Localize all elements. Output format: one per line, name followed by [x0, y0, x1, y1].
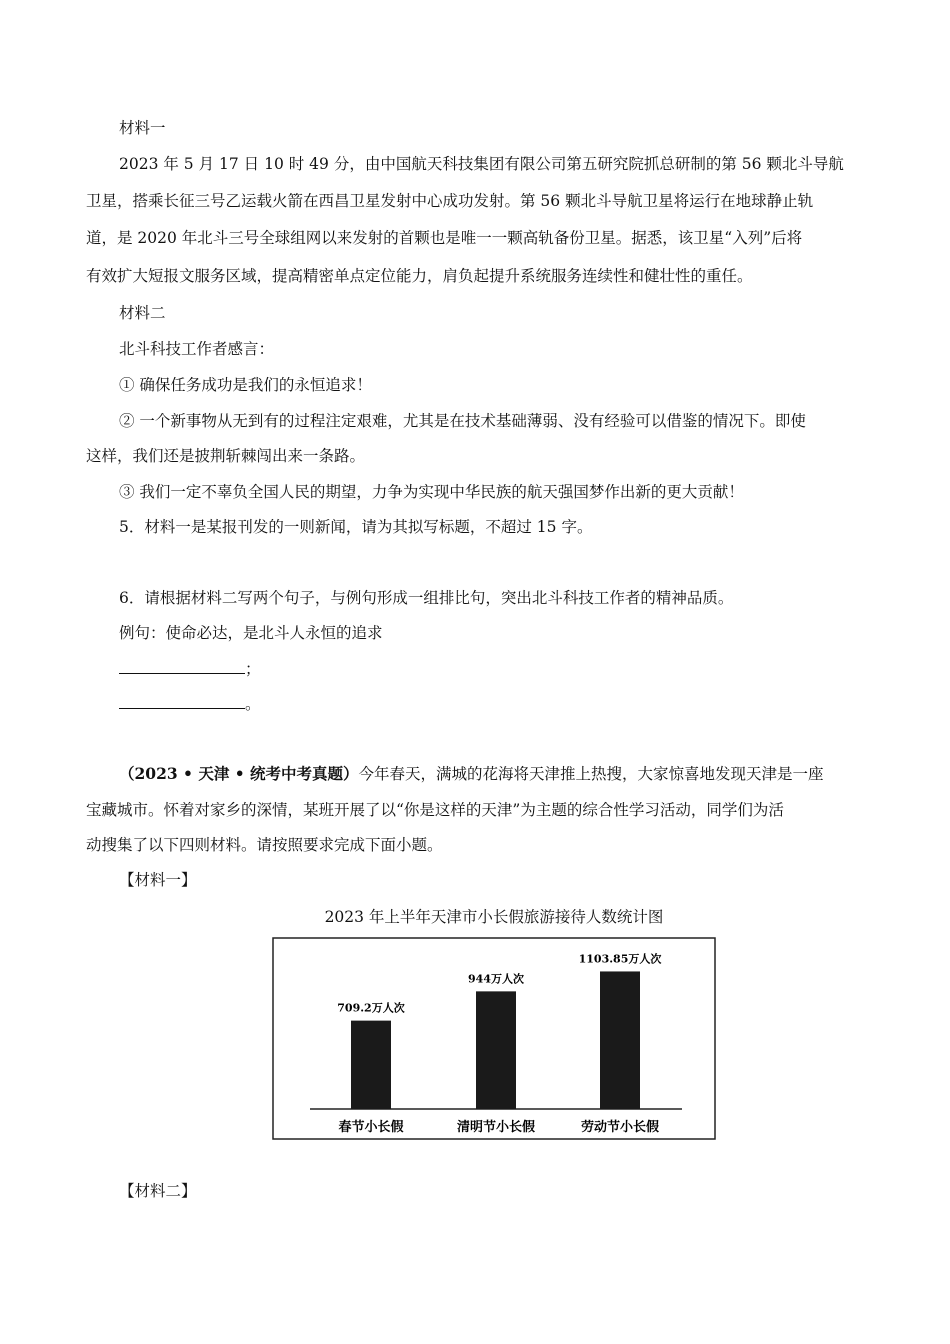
bar-1	[351, 1021, 391, 1109]
answer-line-2	[119, 692, 899, 715]
answer-blank-1[interactable]	[119, 657, 245, 674]
data-label-3: 1103.85万人次	[578, 952, 662, 966]
answer-line-1	[119, 657, 899, 680]
bar-3	[600, 971, 640, 1109]
category-label-2: 清明节小长假	[456, 1120, 536, 1135]
data-label-1: 709.2万人次	[337, 1001, 405, 1015]
question-5: 5．材料一是某报刊发的一则新闻，请为其拟写标题，不超过 15 字。	[119, 518, 593, 536]
blank-2-punct: 。	[245, 695, 261, 713]
question-6: 6．请根据材料二写两个句子，与例句形成一组排比句，突出北斗科技工作者的精神品质。	[119, 589, 734, 607]
tianjin-line-2: 宝藏城市。怀着对家乡的深情，某班开展了以“你是这样的天津”为主题的综合性学习活动，同学们为活	[86, 801, 784, 819]
material1-line-4: 有效扩大短报文服务区域，提高精密单点定位能力，肩负起提升系统服务连续性和健壮性的重任。	[86, 267, 753, 285]
material2-intro: 北斗科技工作者感言：	[119, 340, 275, 358]
quote-1: ① 确保任务成功是我们的永恒追求！	[119, 376, 372, 394]
material2-heading: 材料二	[119, 304, 166, 322]
material1-line-1: 2023 年 5 月 17 日 10 时 49 分，由中国航天科技集团有限公司第五研究院抓总研制的第 56 颗北斗导航	[119, 155, 844, 173]
chart-title: 2023 年上半年天津市小长假旅游接待人数统计图	[324, 908, 664, 926]
material-2-label: 【材料二】	[119, 1182, 197, 1200]
blank-1-punct: ；	[245, 660, 261, 678]
tianjin-line-3: 动搜集了以下四则材料。请按照要求完成下面小题。	[86, 836, 443, 854]
tianjin-intro: 今年春天，满城的花海将天津推上热搜，大家惊喜地发现天津是一座	[358, 765, 824, 783]
tianjin-line-1	[119, 763, 899, 785]
quote-2-line-2: 这样，我们还是披荆斩棘闯出来一条路。	[86, 447, 366, 465]
bar-2	[476, 991, 516, 1109]
quote-2-line-1: ② 一个新事物从无到有的过程注定艰难，尤其是在技术基础薄弱、没有经验可以借鉴的情况下。即使	[119, 412, 806, 430]
material1-line-2: 卫星，搭乘长征三号乙运载火箭在西昌卫星发射中心成功发射。第 56 颗北斗导航卫星将运行在地球静止轨	[86, 192, 814, 210]
material1-line-3: 道，是 2020 年北斗三号全球组网以来发射的首颗也是唯一一颗高轨备份卫星。据悉，该卫星“入列”后将	[86, 229, 803, 247]
material1-heading: 材料一	[119, 119, 166, 137]
data-label-2: 944万人次	[468, 972, 524, 986]
question-source: （2023 • 天津 • 统考中考真题）	[119, 764, 359, 783]
bar-chart	[272, 937, 716, 1140]
material-1-label: 【材料一】	[119, 871, 197, 889]
category-label-1: 春节小长假	[338, 1120, 404, 1135]
example-sentence: 例句：使命必达，是北斗人永恒的追求	[119, 624, 383, 642]
quote-3: ③ 我们一定不辜负全国人民的期望，力争为实现中华民族的航天强国梦作出新的更大贡献！	[119, 483, 744, 501]
answer-blank-2[interactable]	[119, 692, 245, 709]
category-label-3: 劳动节小长假	[580, 1120, 660, 1135]
